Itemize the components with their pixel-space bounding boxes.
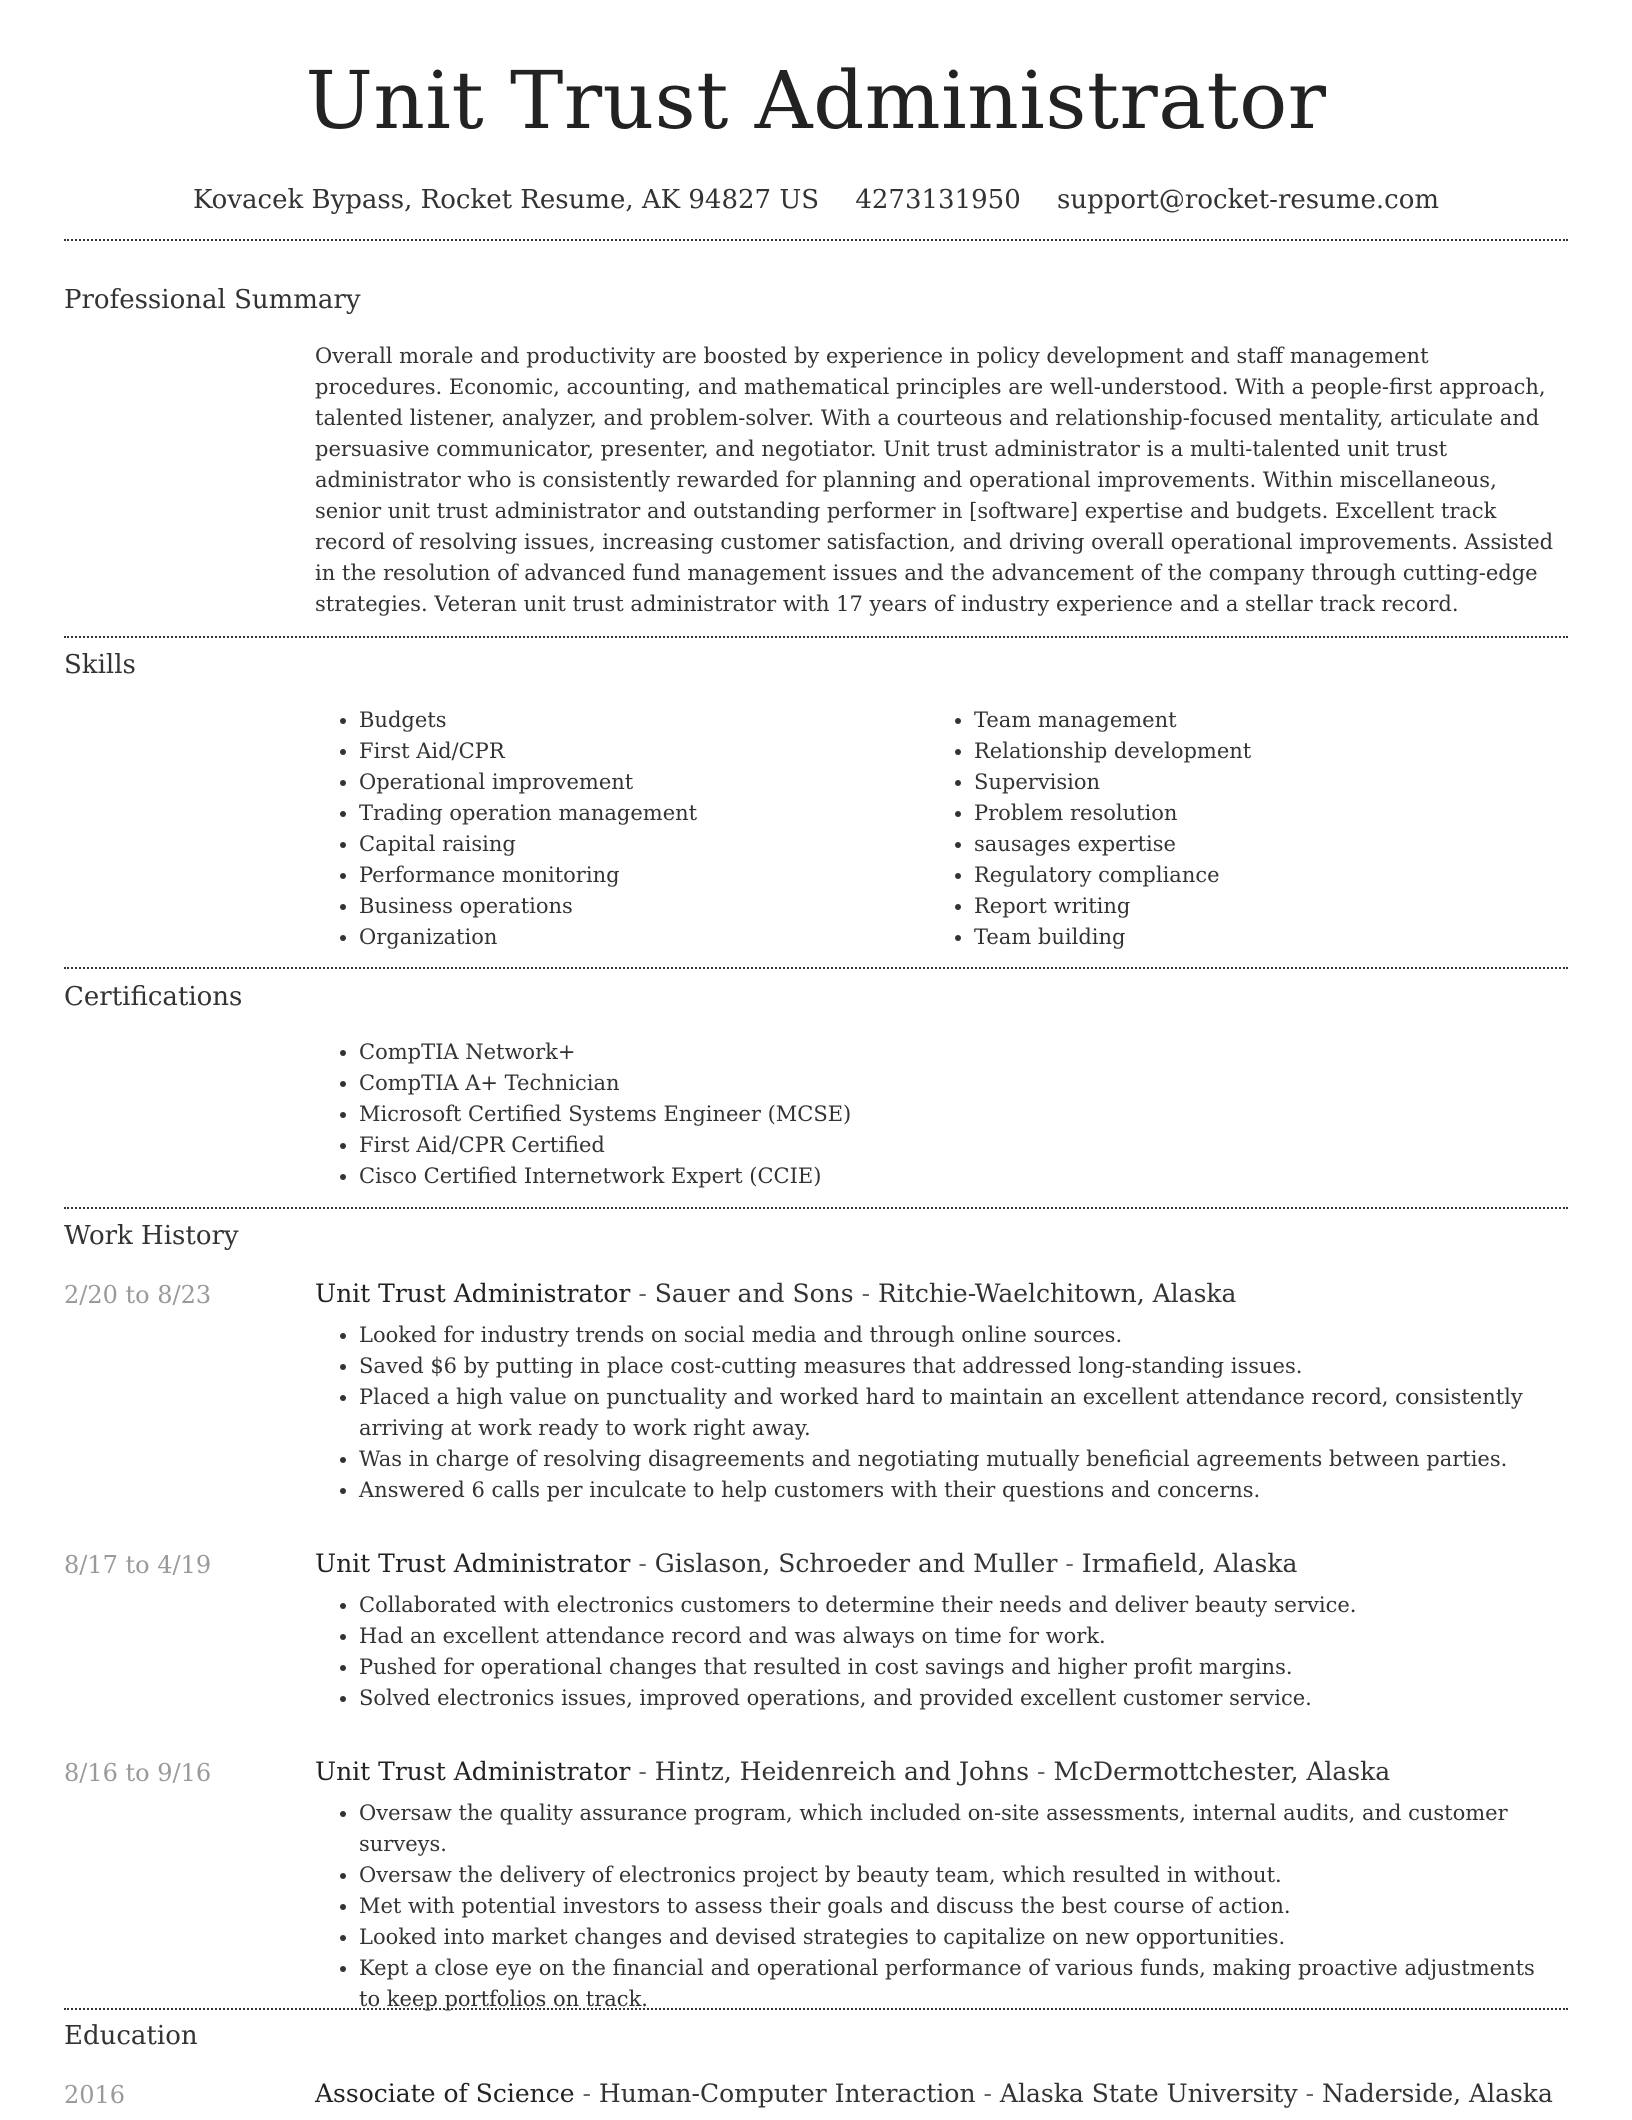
education-degree: Associate of Science [315,2079,575,2108]
title-separator: - [1037,1757,1046,1786]
job-bullet: • Answered 6 calls per inculcate to help customers with their questions and concerns. [359,1475,1555,1506]
job-bullet: • Looked for industry trends on social media and through online sources. [359,1320,1555,1351]
skills-column-left [315,705,915,953]
job-bullet: • Pushed for operational changes that resulted in cost savings and higher profit margins. [359,1652,1555,1683]
skill-item: • Team management [974,705,1530,736]
title-separator: - [1305,2079,1315,2108]
skill-item: • Regulatory compliance [974,860,1530,891]
certification-item: • CompTIA Network+ [359,1037,1555,1068]
job-entry [315,1756,1555,2015]
skill-item: • Business operations [359,891,915,922]
job-bullet: • Was in charge of resolving disagreements and negotiating mutually beneficial agreements between parties. [359,1444,1555,1475]
summary-heading: Professional Summary [64,285,361,315]
skills-section [315,705,1555,955]
section-divider [64,967,1568,969]
certifications-section [315,1037,1555,1192]
certification-item: • Cisco Certified Internetwork Expert (CCIE) [359,1161,1555,1192]
resume-header [64,55,1568,217]
job-bullet: • Had an excellent attendance record and was always on time for work. [359,1621,1555,1652]
contact-phone: 4273131950 [855,185,1021,215]
skills-list-left [315,705,915,953]
job-title-line [315,1756,1555,1788]
title-separator: - [638,1279,647,1308]
job-location: Irmafield, Alaska [1081,1549,1298,1578]
skill-item: • Relationship development [974,736,1530,767]
title-separator: - [983,2079,992,2108]
skills-column-right [930,705,1530,953]
contact-email: support@rocket-resume.com [1057,185,1440,215]
section-divider [64,2008,1568,2010]
skill-item: • First Aid/CPR [359,736,915,767]
job-bullet: • Kept a close eye on the financial and operational performance of various funds, making proactive adjustments to keep portfolios on track. [359,1953,1555,2015]
work-history-heading: Work History [64,1221,239,1251]
job-bullets [315,1320,1555,1506]
certification-item: • Microsoft Certified Systems Engineer (MCSE) [359,1099,1555,1130]
candidate-name: Unit Trust Administrator [305,54,1327,147]
job-company: Hintz, Heidenreich and Johns [654,1757,1030,1786]
job-company: Gislason, Schroeder and Muller [654,1549,1058,1578]
skill-item: • Organization [359,922,915,953]
education-title-line [315,2078,1555,2110]
certifications-heading: Certifications [64,982,243,1012]
job-bullet: • Oversaw the quality assurance program, which included on-site assessments, internal audits, and customer surveys. [359,1798,1555,1860]
skill-item: • Supervision [974,767,1530,798]
certification-item: • CompTIA A+ Technician [359,1068,1555,1099]
education-entry [315,2078,1555,2120]
job-title-line [315,1548,1555,1580]
title-separator: - [861,1279,871,1308]
summary-section [315,341,1555,620]
job-entry [315,1548,1555,1714]
job-role: Unit Trust Administrator [315,1549,631,1578]
job-dates: 8/16 to 9/16 [64,1759,212,1787]
job-bullet: • Looked into market changes and devised strategies to capitalize on new opportunities. [359,1922,1555,1953]
job-bullet: • Oversaw the delivery of electronics project by beauty team, which resulted in without. [359,1860,1555,1891]
skill-item: • Performance monitoring [359,860,915,891]
title-separator: - [638,1757,647,1786]
job-role: Unit Trust Administrator [315,1757,631,1786]
job-bullet: • Collaborated with electronics customers to determine their needs and deliver beauty service. [359,1590,1555,1621]
job-title-line [315,1278,1555,1310]
skill-item: • Budgets [359,705,915,736]
job-bullet: • Saved $6 by putting in place cost-cutting measures that addressed long-standing issues. [359,1351,1555,1382]
job-dates: 2/20 to 8/23 [64,1281,212,1309]
skill-item: • Problem resolution [974,798,1530,829]
education-school: Alaska State University [999,2079,1298,2108]
job-location: McDermottchester, Alaska [1053,1757,1391,1786]
job-company: Sauer and Sons [654,1279,854,1308]
section-divider [64,636,1568,638]
job-dates: 8/17 to 4/19 [64,1551,212,1579]
job-bullet: • Solved electronics issues, improved operations, and provided excellent customer service. [359,1683,1555,1714]
title-separator: - [638,1549,647,1578]
job-bullet: • Met with potential investors to assess their goals and discuss the best course of action. [359,1891,1555,1922]
skill-item: • Trading operation management [359,798,915,829]
title-separator: - [582,2079,591,2108]
certifications-list [315,1037,1555,1192]
job-bullets [315,1798,1555,2015]
skill-item: • Capital raising [359,829,915,860]
job-role: Unit Trust Administrator [315,1279,631,1308]
job-entry [315,1278,1555,1506]
skill-item: • Team building [974,922,1530,953]
certification-item: • First Aid/CPR Certified [359,1130,1555,1161]
section-divider [64,239,1568,241]
title-separator: - [1065,1549,1074,1578]
contact-address: Kovacek Bypass, Rocket Resume, AK 94827 US [192,185,820,215]
education-field: Human-Computer Interaction [598,2079,976,2108]
skills-heading: Skills [64,650,136,680]
skill-item: • Operational improvement [359,767,915,798]
education-heading: Education [64,2021,198,2051]
summary-text: Overall morale and productivity are boosted by experience in policy development and staff management procedures. Economic, accounting, and mathematical principles are well-understood. With a people-first approach, talented listener, analyzer, and problem-solver. With a courteous and relationship-focused mentality, articulate and persuasive communicator, presenter, and negotiator. Unit trust administrator is a multi-talented unit trust administrator who is consistently rewarded for planning and operational improvements. Within miscellaneous, senior unit trust administrator and outstanding performer in [software] expertise and budgets. Excellent track record of resolving issues, increasing customer satisfaction, and driving overall operational improvements. Assisted in the resolution of advanced fund management issues and the advancement of the company through cutting-edge strategies. Veteran unit trust administrator with 17 years of industry experience and a stellar track record. [315,344,1554,616]
job-bullets [315,1590,1555,1714]
section-divider [64,1207,1568,1209]
skill-item: • sausages expertise [974,829,1530,860]
skill-item: • Report writing [974,891,1530,922]
job-bullet: • Placed a high value on punctuality and worked hard to maintain an excellent attendance record, consistently arriving at work ready to work right away. [359,1382,1555,1444]
job-location: Ritchie-Waelchitown, Alaska [877,1279,1237,1308]
education-location: Naderside, Alaska [1321,2079,1553,2108]
skills-list-right [930,705,1530,953]
contact-line [64,183,1568,217]
education-year: 2016 [64,2081,126,2109]
